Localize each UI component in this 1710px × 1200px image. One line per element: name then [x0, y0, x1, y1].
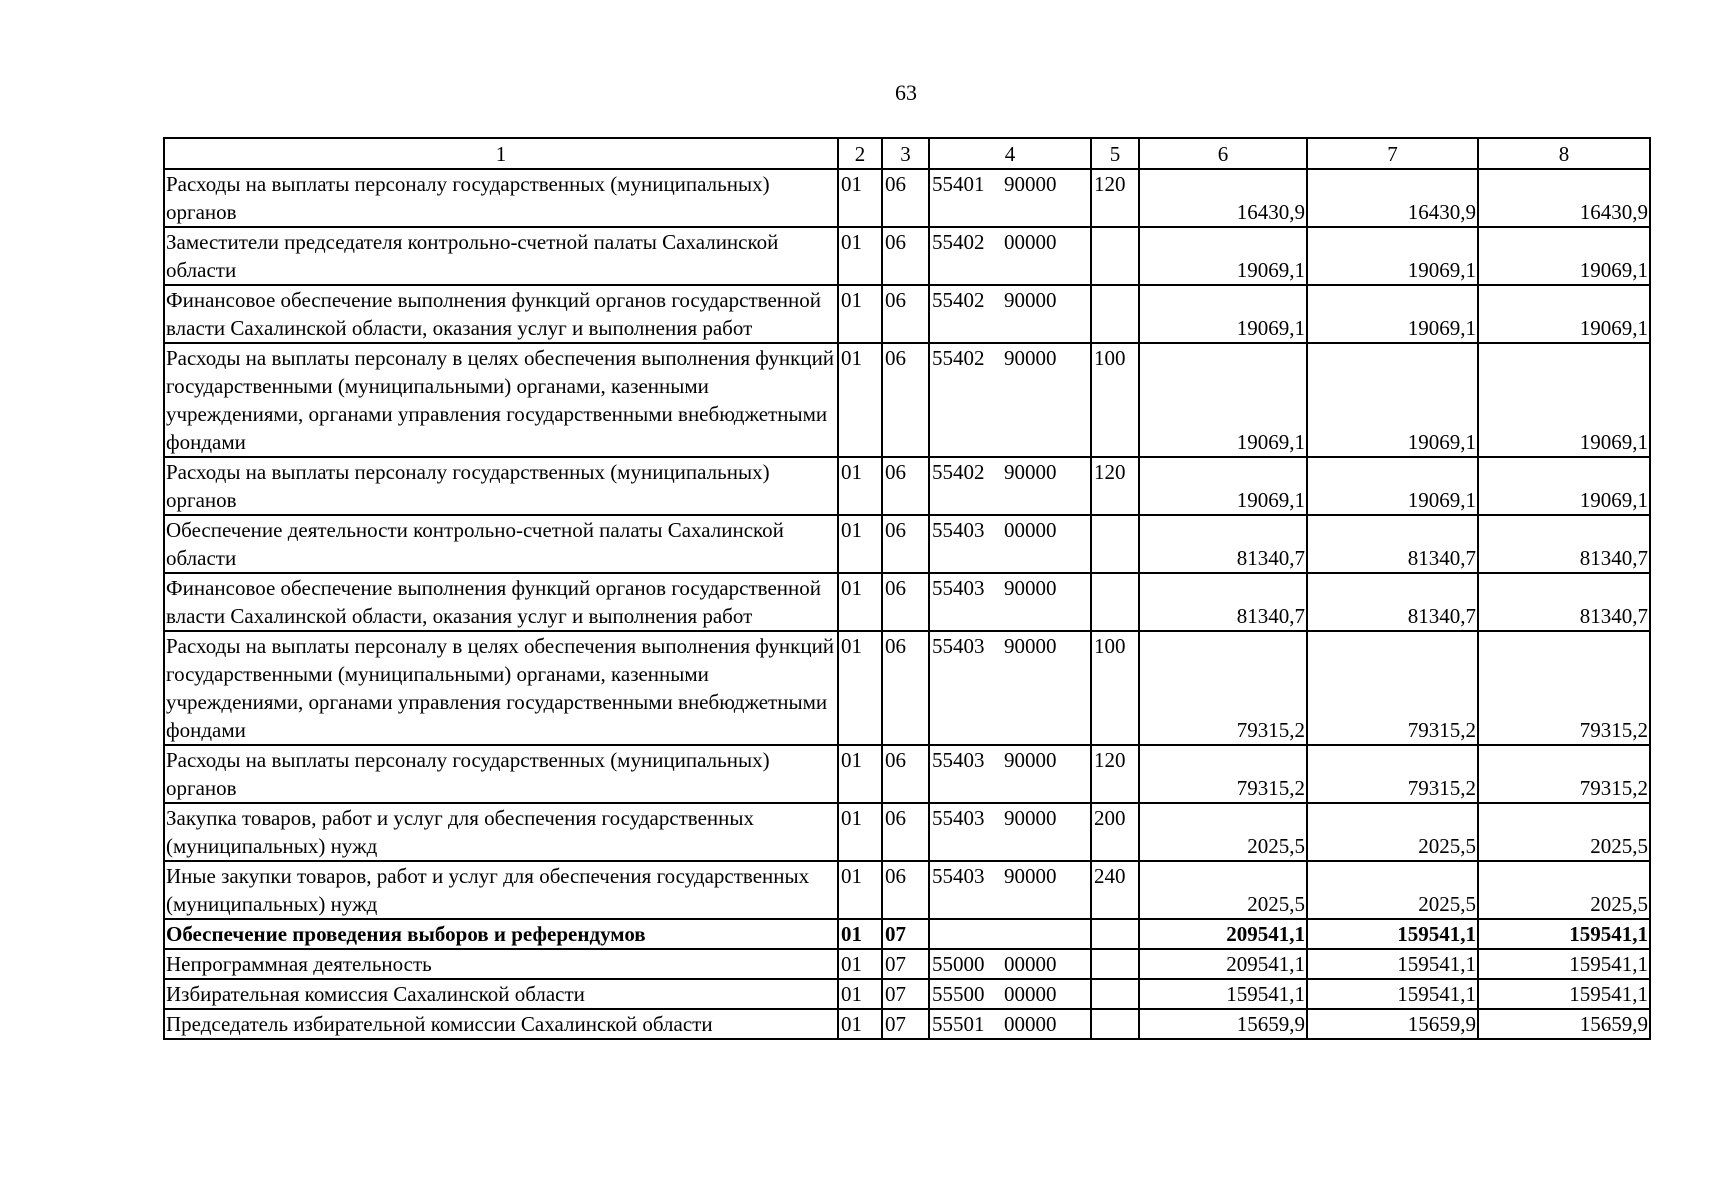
row-section-code: 01	[838, 515, 882, 573]
row-target-article-code	[929, 631, 1091, 745]
row-target-article-code	[929, 919, 1091, 949]
row-expense-type-code	[1091, 573, 1139, 631]
row-expense-type-code: 120	[1091, 169, 1139, 227]
row-name: Расходы на выплаты персоналу в целях обеспечения выполнения функций государственными (муниципальными) органами, казенными учреждениями, органами управления государственными внебюджетными фондами	[164, 343, 838, 457]
row-value-col8: 79315,2	[1478, 631, 1650, 745]
row-target-article-code	[929, 285, 1091, 343]
row-subsection-code: 06	[882, 515, 929, 573]
row-subsection-code: 07	[882, 949, 929, 979]
row-expense-type-code: 100	[1091, 343, 1139, 457]
row-value-col7: 19069,1	[1307, 343, 1478, 457]
row-subsection-code: 06	[882, 343, 929, 457]
row-section-code: 01	[838, 1009, 882, 1039]
row-name: Председатель избирательной комиссии Сахалинской области	[164, 1009, 838, 1039]
row-value-col7: 2025,5	[1307, 861, 1478, 919]
row-value-col7: 81340,7	[1307, 515, 1478, 573]
row-subsection-code: 06	[882, 169, 929, 227]
header-cell: 1	[164, 138, 838, 169]
target-article-part1: 55403	[932, 518, 985, 542]
row-expense-type-code	[1091, 285, 1139, 343]
target-article-part2: 90000	[1004, 806, 1057, 830]
row-value-col6: 209541,1	[1139, 949, 1307, 979]
row-value-col6: 19069,1	[1139, 227, 1307, 285]
target-article-part1: 55403	[932, 748, 985, 772]
row-name: Финансовое обеспечение выполнения функций органов государственной власти Сахалинской области, оказания услуг и выполнения работ	[164, 573, 838, 631]
row-value-col8: 19069,1	[1478, 227, 1650, 285]
table-row	[164, 803, 1650, 861]
row-section-code: 01	[838, 949, 882, 979]
row-value-col8: 81340,7	[1478, 515, 1650, 573]
row-value-col8: 81340,7	[1478, 573, 1650, 631]
row-value-col7: 159541,1	[1307, 949, 1478, 979]
row-section-code: 01	[838, 285, 882, 343]
row-section-code: 01	[838, 457, 882, 515]
row-value-col6: 159541,1	[1139, 979, 1307, 1009]
target-article-part2: 90000	[1004, 864, 1057, 888]
budget-table	[163, 137, 1651, 1040]
row-value-col8: 159541,1	[1478, 949, 1650, 979]
row-target-article-code	[929, 949, 1091, 979]
row-target-article-code	[929, 457, 1091, 515]
row-expense-type-code: 200	[1091, 803, 1139, 861]
row-value-col8: 15659,9	[1478, 1009, 1650, 1039]
target-article-part2: 00000	[1004, 982, 1057, 1006]
row-value-col6: 81340,7	[1139, 515, 1307, 573]
row-value-col8: 79315,2	[1478, 745, 1650, 803]
row-target-article-code	[929, 343, 1091, 457]
row-value-col8: 159541,1	[1478, 919, 1650, 949]
row-value-col6: 79315,2	[1139, 745, 1307, 803]
row-value-col8: 19069,1	[1478, 457, 1650, 515]
target-article-part2: 00000	[1004, 518, 1057, 542]
row-subsection-code: 06	[882, 457, 929, 515]
row-subsection-code: 06	[882, 631, 929, 745]
table-row	[164, 861, 1650, 919]
table-row	[164, 919, 1650, 949]
row-name: Избирательная комиссия Сахалинской области	[164, 979, 838, 1009]
row-target-article-code	[929, 1009, 1091, 1039]
row-value-col7: 19069,1	[1307, 457, 1478, 515]
row-value-col7: 19069,1	[1307, 285, 1478, 343]
target-article-part1: 55403	[932, 864, 985, 888]
row-value-col8: 19069,1	[1478, 285, 1650, 343]
row-value-col8: 2025,5	[1478, 861, 1650, 919]
table-row	[164, 285, 1650, 343]
target-article-part2: 00000	[1004, 230, 1057, 254]
row-value-col8: 16430,9	[1478, 169, 1650, 227]
row-value-col6: 2025,5	[1139, 861, 1307, 919]
row-subsection-code: 06	[882, 285, 929, 343]
row-section-code: 01	[838, 745, 882, 803]
table-row	[164, 949, 1650, 979]
row-name: Расходы на выплаты персоналу государственных (муниципальных) органов	[164, 169, 838, 227]
row-expense-type-code	[1091, 919, 1139, 949]
header-cell: 6	[1139, 138, 1307, 169]
row-value-col7: 159541,1	[1307, 919, 1478, 949]
row-value-col8: 2025,5	[1478, 803, 1650, 861]
table-row	[164, 573, 1650, 631]
header-cell: 5	[1091, 138, 1139, 169]
row-value-col6: 79315,2	[1139, 631, 1307, 745]
row-subsection-code: 07	[882, 1009, 929, 1039]
row-value-col6: 209541,1	[1139, 919, 1307, 949]
target-article-part1: 55402	[932, 346, 985, 370]
table-row	[164, 343, 1650, 457]
row-section-code: 01	[838, 919, 882, 949]
row-name: Заместители председателя контрольно-счетной палаты Сахалинской области	[164, 227, 838, 285]
row-value-col7: 159541,1	[1307, 979, 1478, 1009]
target-article-part1: 55501	[932, 1012, 985, 1036]
table-row	[164, 457, 1650, 515]
row-subsection-code: 06	[882, 573, 929, 631]
row-value-col6: 2025,5	[1139, 803, 1307, 861]
target-article-part2: 90000	[1004, 288, 1057, 312]
row-expense-type-code	[1091, 515, 1139, 573]
row-name: Расходы на выплаты персоналу в целях обеспечения выполнения функций государственными (муниципальными) органами, казенными учреждениями, органами управления государственными внебюджетными фондами	[164, 631, 838, 745]
row-value-col8: 159541,1	[1478, 979, 1650, 1009]
target-article-part2: 90000	[1004, 576, 1057, 600]
target-article-part1: 55402	[932, 460, 985, 484]
table-row	[164, 1009, 1650, 1039]
target-article-part2: 90000	[1004, 172, 1057, 196]
row-target-article-code	[929, 515, 1091, 573]
row-target-article-code	[929, 573, 1091, 631]
target-article-part2: 90000	[1004, 634, 1057, 658]
table-row	[164, 631, 1650, 745]
row-value-col7: 2025,5	[1307, 803, 1478, 861]
row-section-code: 01	[838, 861, 882, 919]
row-name: Закупка товаров, работ и услуг для обеспечения государственных (муниципальных) нужд	[164, 803, 838, 861]
row-expense-type-code: 120	[1091, 457, 1139, 515]
row-subsection-code: 06	[882, 861, 929, 919]
table-row	[164, 515, 1650, 573]
row-subsection-code: 06	[882, 745, 929, 803]
row-expense-type-code	[1091, 979, 1139, 1009]
row-name: Обеспечение деятельности контрольно-счетной палаты Сахалинской области	[164, 515, 838, 573]
row-section-code: 01	[838, 979, 882, 1009]
row-expense-type-code: 120	[1091, 745, 1139, 803]
row-value-col7: 79315,2	[1307, 631, 1478, 745]
row-value-col8: 19069,1	[1478, 343, 1650, 457]
page-number: 63	[895, 80, 917, 105]
row-expense-type-code	[1091, 227, 1139, 285]
header-cell: 3	[882, 138, 929, 169]
row-target-article-code	[929, 227, 1091, 285]
header-cell: 8	[1478, 138, 1650, 169]
row-subsection-code: 06	[882, 803, 929, 861]
row-name: Финансовое обеспечение выполнения функций органов государственной власти Сахалинской области, оказания услуг и выполнения работ	[164, 285, 838, 343]
target-article-part2: 90000	[1004, 460, 1057, 484]
row-subsection-code: 07	[882, 919, 929, 949]
row-target-article-code	[929, 169, 1091, 227]
table-header-row	[164, 138, 1650, 169]
row-section-code: 01	[838, 343, 882, 457]
header-cell: 7	[1307, 138, 1478, 169]
row-value-col6: 19069,1	[1139, 457, 1307, 515]
row-subsection-code: 06	[882, 227, 929, 285]
table-row	[164, 745, 1650, 803]
row-target-article-code	[929, 979, 1091, 1009]
row-name: Иные закупки товаров, работ и услуг для обеспечения государственных (муниципальных) нужд	[164, 861, 838, 919]
target-article-part1: 55000	[932, 952, 985, 976]
row-expense-type-code	[1091, 1009, 1139, 1039]
row-section-code: 01	[838, 169, 882, 227]
row-section-code: 01	[838, 227, 882, 285]
target-article-part1: 55403	[932, 576, 985, 600]
header-cell: 4	[929, 138, 1091, 169]
target-article-part2: 00000	[1004, 1012, 1057, 1036]
row-section-code: 01	[838, 631, 882, 745]
target-article-part1: 55402	[932, 230, 985, 254]
table-row	[164, 979, 1650, 1009]
target-article-part2: 90000	[1004, 346, 1057, 370]
row-value-col6: 15659,9	[1139, 1009, 1307, 1039]
row-name: Расходы на выплаты персоналу государственных (муниципальных) органов	[164, 457, 838, 515]
table-row	[164, 169, 1650, 227]
row-section-code: 01	[838, 803, 882, 861]
row-value-col7: 16430,9	[1307, 169, 1478, 227]
row-value-col6: 19069,1	[1139, 285, 1307, 343]
row-name: Обеспечение проведения выборов и референдумов	[164, 919, 838, 949]
header-cell: 2	[838, 138, 882, 169]
target-article-part1: 55500	[932, 982, 985, 1006]
row-value-col7: 81340,7	[1307, 573, 1478, 631]
row-value-col7: 79315,2	[1307, 745, 1478, 803]
row-section-code: 01	[838, 573, 882, 631]
row-subsection-code: 07	[882, 979, 929, 1009]
target-article-part2: 00000	[1004, 952, 1057, 976]
row-expense-type-code: 240	[1091, 861, 1139, 919]
row-name: Расходы на выплаты персоналу государственных (муниципальных) органов	[164, 745, 838, 803]
row-value-col7: 15659,9	[1307, 1009, 1478, 1039]
row-value-col6: 19069,1	[1139, 343, 1307, 457]
target-article-part1: 55401	[932, 172, 985, 196]
row-target-article-code	[929, 803, 1091, 861]
table-row	[164, 227, 1650, 285]
row-value-col6: 16430,9	[1139, 169, 1307, 227]
target-article-part2: 90000	[1004, 748, 1057, 772]
row-value-col6: 81340,7	[1139, 573, 1307, 631]
target-article-part1: 55403	[932, 806, 985, 830]
row-value-col7: 19069,1	[1307, 227, 1478, 285]
row-target-article-code	[929, 861, 1091, 919]
target-article-part1: 55402	[932, 288, 985, 312]
row-target-article-code	[929, 745, 1091, 803]
row-name: Непрограммная деятельность	[164, 949, 838, 979]
row-expense-type-code	[1091, 949, 1139, 979]
row-expense-type-code: 100	[1091, 631, 1139, 745]
target-article-part1: 55403	[932, 634, 985, 658]
